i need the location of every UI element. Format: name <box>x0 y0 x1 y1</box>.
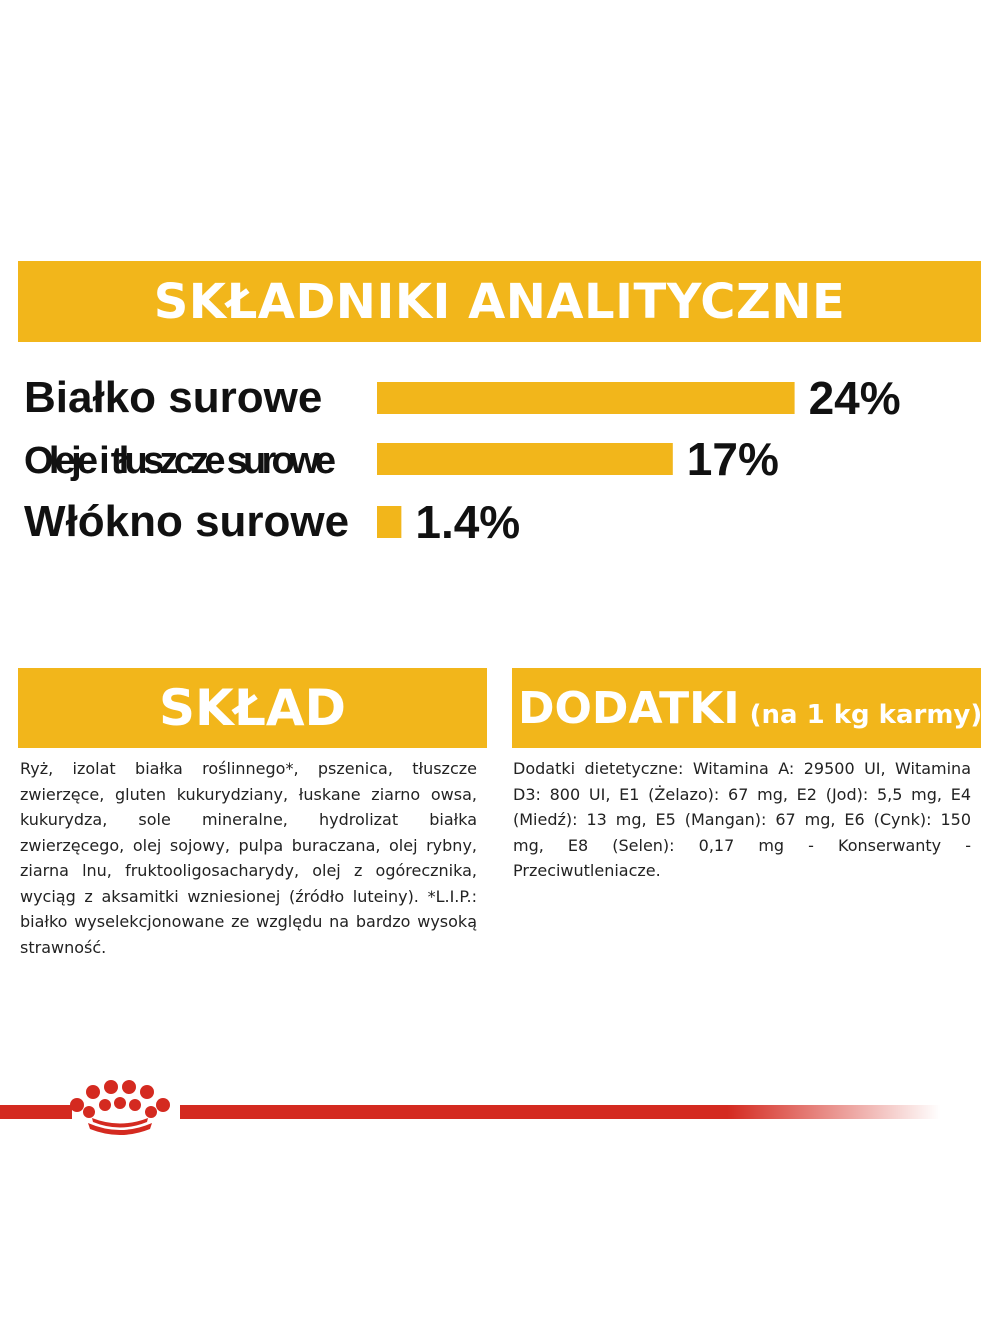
additives-header <box>512 668 981 748</box>
nutrient-bar-chart <box>0 360 1000 560</box>
bar-value-label: 24% <box>808 372 901 424</box>
additives-title: DODATKI <box>518 682 740 734</box>
composition-title: SKŁAD <box>158 679 347 737</box>
bar <box>377 506 401 538</box>
bar-label: Białko surowe <box>24 373 323 422</box>
additives-text: Dodatki dietetyczne: Witamina A: 29500 UI, Witamina D3: 800 UI, E1 (Żelazo): 67 mg, E2 (Jod): 5,5 mg, E4 (Miedź): 13 mg, E5 (Mangan): 67 mg, E6 (Cynk): 150 mg, E8 (Selen): 0,17 mg - Konserwanty - Przeciwutleniacze. <box>513 759 971 880</box>
bar-value-label: 1.4% <box>415 496 521 548</box>
footer-line-left <box>0 1105 72 1119</box>
bar-label: Oleje i tłuszcze surowe <box>24 440 336 482</box>
royal-canin-crown-icon <box>66 1079 174 1137</box>
bar <box>377 382 795 414</box>
bar-label: Włókno surowe <box>24 497 350 546</box>
analytical-constituents-banner <box>18 261 981 342</box>
bar <box>377 443 673 475</box>
footer-line-right <box>180 1105 940 1119</box>
additives-subtitle: (na 1 kg karmy) <box>749 700 983 730</box>
composition-header <box>18 668 487 748</box>
page-title: SKŁADNIKI ANALITYCZNE <box>153 273 846 330</box>
bar-value-label: 17% <box>686 433 779 485</box>
composition-text: Ryż, izolat białka roślinnego*, pszenica, tłuszcze zwierzęce, gluten kukurydziany, łuskane ziarno owsa, kukurydza, sole mineralne, hydrolizat białka zwierzęcego, olej sojowy, pulpa buraczana, olej rybny, ziarna lnu, fruktooligosacharydy, olej z ogórecznika, wyciąg z aksamitki wzniesionej (źródło luteiny). *L.I.P.: białko wyselekcjonowane ze względu na bardzo wysoką strawność. <box>20 759 477 957</box>
